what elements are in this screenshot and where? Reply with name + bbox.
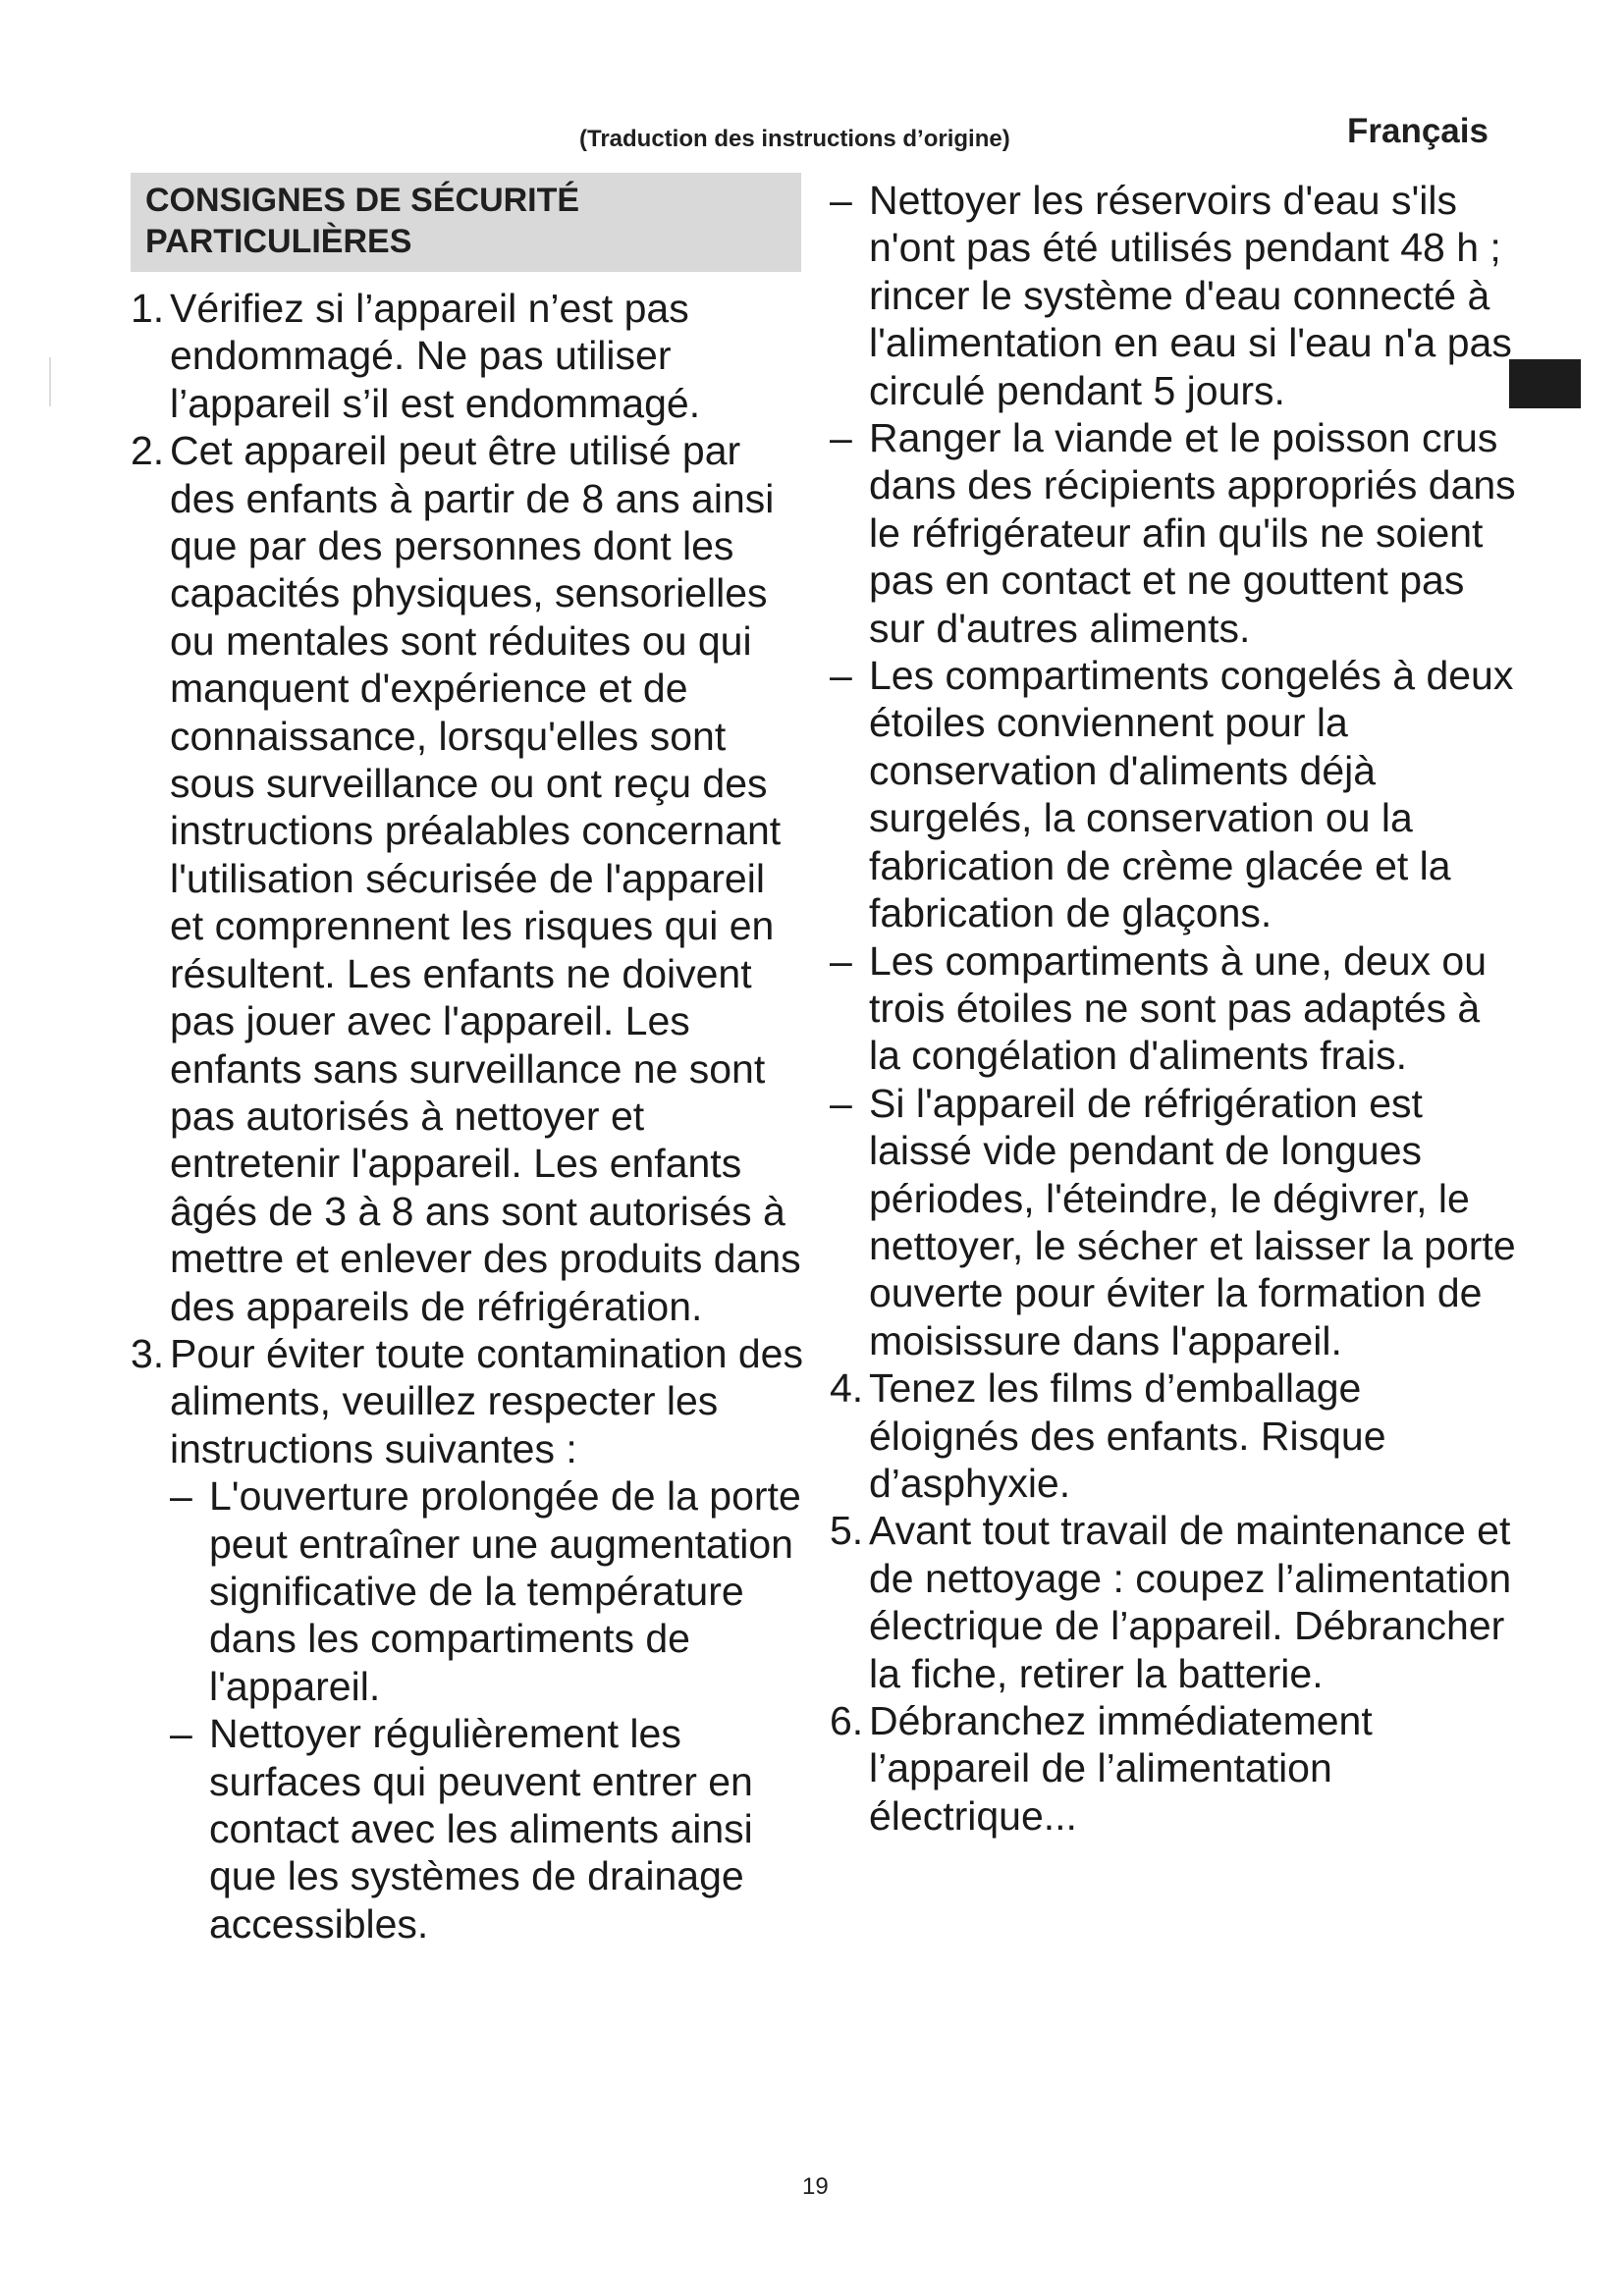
language-label: Français [1347,112,1489,150]
language-tab-marker [1509,359,1581,408]
sub-item-text: L'ouverture prolongée de la porte peut entraîner une augmentation significative de la température dans les compartiments de l'appareil. [209,1473,801,1709]
translation-note: (Traduction des instructions d’origine) [579,126,1010,152]
item-text: Tenez les films d’emballage éloignés des enfants. Risque d’asphyxie. [869,1365,1386,1506]
dash-marker: – [170,1711,192,1757]
item-text: Débranchez immédiatement l’appareil de l’alimentation électrique... [869,1698,1373,1839]
section-heading: CONSIGNES DE SÉCURITÉ PARTICULIÈRES [131,173,801,272]
left-column [131,285,808,1948]
sub-item-empty-appliance [830,1080,1517,1364]
sub-item-cleaning-surfaces [170,1710,808,1948]
item-text: Avant tout travail de maintenance et de nettoyage : coupez l’alimentation électrique de l’appareil. Débrancher la fiche, retirer la batterie. [869,1508,1512,1696]
sub-item-text: Les compartiments congelés à deux étoiles conviennent pour la conservation d'aliments déjà surgelés, la conservation ou la fabrication de crème glacée et la fabrication de glaçons. [869,653,1514,936]
list-item-3 [131,1330,808,1472]
sub-item-one-three-star [830,937,1517,1080]
dash-marker: – [830,415,852,461]
sub-item-two-star [830,652,1517,936]
item-number: 1. [131,286,165,331]
sub-item-text: Ranger la viande et le poisson crus dans des récipients appropriés dans le réfrigérateur afin qu'ils ne soient pas en contact et ne gouttent pas sur d'autres aliments. [869,415,1516,651]
sub-item-raw-meat [830,414,1517,652]
list-item-2 [131,427,808,1330]
dash-marker: – [830,178,852,223]
sub-item-text: Les compartiments à une, deux ou trois étoiles ne sont pas adaptés à la congélation d'aliments frais. [869,937,1488,1079]
sub-item-text: Si l'appareil de réfrigération est laissé vide pendant de longues périodes, l'éteindre, le dégivrer, le nettoyer, le sécher et laisser la porte ouverte pour éviter la formation de moisissure dans l'appareil. [869,1080,1516,1363]
margin-mark [49,357,51,406]
dash-marker: – [170,1473,192,1520]
sub-item-water-tanks [830,177,1517,414]
list-item-5 [830,1507,1517,1697]
dash-marker: – [830,653,852,699]
dash-marker: – [830,937,852,984]
sub-item-door-opening [170,1472,808,1710]
item-number: 2. [131,428,165,474]
item-number: 6. [830,1698,864,1743]
list-item-6 [830,1697,1517,1840]
page-number: 19 [802,2173,829,2200]
sub-item-text: Nettoyer régulièrement les surfaces qui peuvent entrer en contact avec les aliments ainsi que les systèmes de drainage accessibles. [209,1711,753,1947]
item-text: Cet appareil peut être utilisé par des enfants à partir de 8 ans ainsi que par des personnes dont les capacités physiques, sensorielles ou mentales sont réduites ou qui manquent d'expérience et de connaissance, lorsqu'elles sont sous surveillance ou ont reçu des instructions préalables concernant l'utilisation sécurisée de l'appareil et comprennent les risques qui en résultent. Les enfants ne doivent pas jouer avec l'appareil. Les enfants sans surveillance ne sont pas autorisés à nettoyer et entretenir l'appareil. Les enfants âgés de 3 à 8 ans sont autorisés à mettre et enlever des produits dans des appareils de réfrigération. [170,428,801,1329]
item-number: 4. [830,1365,864,1412]
item-number: 3. [131,1330,165,1376]
list-item-1 [131,285,808,427]
right-column [830,177,1517,1840]
item-number: 5. [830,1508,864,1554]
sub-item-text: Nettoyer les réservoirs d'eau s'ils n'ont pas été utilisés pendant 48 h ; rincer le système d'eau connecté à l'alimentation en eau si l'eau n'a pas circulé pendant 5 jours. [869,178,1512,413]
dash-marker: – [830,1080,852,1126]
item-text: Vérifiez si l’appareil n’est pas endommagé. Ne pas utiliser l’appareil s’il est endommagé. [170,286,701,426]
item-text: Pour éviter toute contamination des aliments, veuillez respecter les instructions suivantes : [170,1330,803,1471]
list-item-4 [830,1364,1517,1507]
